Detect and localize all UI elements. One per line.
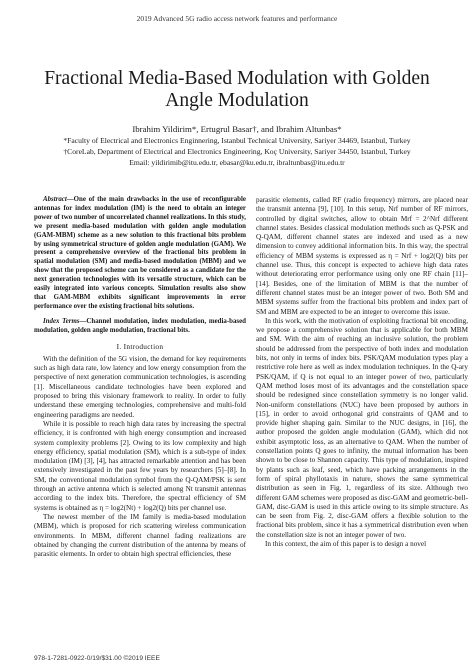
right-paragraph-1: parasitic elements, called RF (radio frequency) mirrors, are placed near the transmit antenna [9], [10]. In this setup, Nrf number of RF mirrors, controlled by digital switches, allow to obtain Mrf = 2^Nrf different channel states. Besides classical modulation methods such as Q-PSK and Q-QAM, different channel states are indexed and used as a new dimension to convey additional information bits. In this way, the spectral efficiency of MBM systems is expressed as η = Nrf + log2(Q) bits per channel use. Thus, this concept is expected to achieve high data rates without deteriorating error performance using only one RF chain [11]–[14]. Besides, one of the limitation of MBM is that the number of different channel states must be an integer power of two. Both SM and MBM systems suffer from the fractional bits problem and index part of SM and MBM are expected to be an integer to overcome this issue. — [256, 196, 468, 316]
intro-paragraph-1: With the definition of the 5G vision, the demand for key requirements such as high data rate, low latency and low energy consumption from the perspective of next generation communication technologies, is ascending [1]. Miscellaneous candidate technologies have been explored and proposed to bring this visionary framework to reality. In order to fully understand these emerging technologies, comprehensive and multi-fold engineering paradigms are needed. — [34, 354, 246, 419]
author-list: Ibrahim Yildirim*, Ertugrul Basar†, and Ibrahim Altunbas* — [132, 124, 342, 134]
paper-title: Fractional Media-Based Modulation with Golden Angle Modulation — [44, 68, 430, 111]
right-paragraph-2: In this work, with the motivation of exploiting fractional bit encoding, we propose a comprehensive solution that is applicable for both MBM and SM. With the aim of reaching an inclusive solution, the problem should be addressed from the perspective of both index and modulation bits, not only in terms of index bits. PSK/QAM modulation types play a restrictive role here as well as index modulation techniques. In the Q-ary PSK/QAM, if Q is not equal to an integer power of two, particularly QAM method loses most of its advantages and the constellation space should be redesigned since constellation symmetry is no longer valid. Non-uniform constellations (NUC) have been proposed by authors in [15], in order to avoid orthogonal grid constraints of QAM and to provide higher shaping gain. Similar to the NUC designs, in [16], the author proposed the golden angle modulation (GAM), which did not exhibit asymptotic loss, as an alternative to QAM. When the number of constellation points Q goes to infinity, the mutual information has been shown to be close to Shannon capacity. This type of modulation, inspired by plants such as leaf, seed, which have packing arrangements in the form of spiral phyllotaxis in nature, shows the same symmetrical distribution as seen in Fig. 1, regardless of its size. Although two different GAM schemes were proposed as disc-GAM and geometric-bell-GAM, disc-GAM is used in this article owing to its simple structure. As can be seen from Fig. 2, disc-GAM offers a flexible solution to the fractional bits problem, since it has a symmetrical distribution even when the constellation size is not an integer power of two. — [256, 316, 468, 539]
index-terms-text: —Channel modulation, index modulation, media-based modulation, golden angle modulation, fractional bits. — [34, 317, 247, 334]
intro-paragraph-2: While it is possible to reach high data rates by increasing the spectral efficiency, it is confronted with high energy consumption and increased system complexity problems [2]. Owing to its low complexity and high energy efficiency, spatial modulation (SM), which is a sub-type of index modulation (IM) [3], [4], has attracted remarkable attention and has been extensively investigated in the past few years by researchers [5]–[8]. In SM, the conventional modulation symbol from the Q-QAM/PSK is sent through an active antenna which is selected among Nt transmit antennas according to the index bits. Therefore, the spectral efficiency of SM systems is obtained as η = log2(Nt) + log2(Q) bits per channel use. — [34, 419, 246, 512]
abstract — [34, 196, 246, 312]
conference-header: 2019 Advanced 5G radio access network features and performance — [136, 14, 338, 23]
affiliation-2: †CoreLab, Department of Electrical and Electronics Engineering, Koç University, Sariyer 34450, Istanbul, Turkey — [63, 147, 411, 156]
affiliation-1: *Faculty of Electrical and Electronics Enginnering, Istanbul Technical University, Sariyer 34469, Istanbul, Turkey — [63, 136, 411, 145]
right-paragraph-3: In this context, the aim of this paper is to design a novel — [265, 539, 427, 548]
copyright-footer: 978-1-7281-0922-0/19/$31.00 ©2019 IEEE — [34, 655, 160, 662]
left-column — [34, 196, 246, 559]
index-terms — [34, 318, 246, 336]
section-heading-introduction: I. Introduction — [116, 341, 164, 351]
index-terms-label: Index Terms — [43, 317, 80, 325]
right-column — [256, 196, 468, 549]
email-line: Email: yildirimib@itu.edu.tr, ebasar@ku.edu.tr, ibraltunbas@itu.edu.tr — [129, 158, 345, 167]
intro-paragraph-3: The newest member of the IM family is media-based modulation (MBM), which is proposed for rich scattering wireless communication environments. In MBM, different channel fading realizations are obtained by changing the current distribution of the antenna by means of parasitic elements. In order to obtain high spectral efficiencies, these — [34, 512, 246, 559]
abstract-label: Abstract — [43, 196, 67, 203]
abstract-text: —One of the main drawbacks in the use of reconfigurable antennas for index modulation (IM) is the need to obtain an integer power of two number of uncorrelated channel realizations. In this study, we present media-based modulation with golden angle modulation (GAM-MBM) scheme as a new solution to this fractional bits problem by using symmetrical structure of golden angle modulation (GAM). We present a comprehensive overview of the fractional bits problem in spatial modulation (SM) and media-based modulation (MBM) and we show that the proposed scheme can be considered as a candidate for the next generation technologies with its versatile structure, which can be easily integrated into various concepts. Simulation results also show that GAM-MBM exhibits significant improvements in error performance over the existing fractional bits solutions. — [34, 196, 246, 310]
